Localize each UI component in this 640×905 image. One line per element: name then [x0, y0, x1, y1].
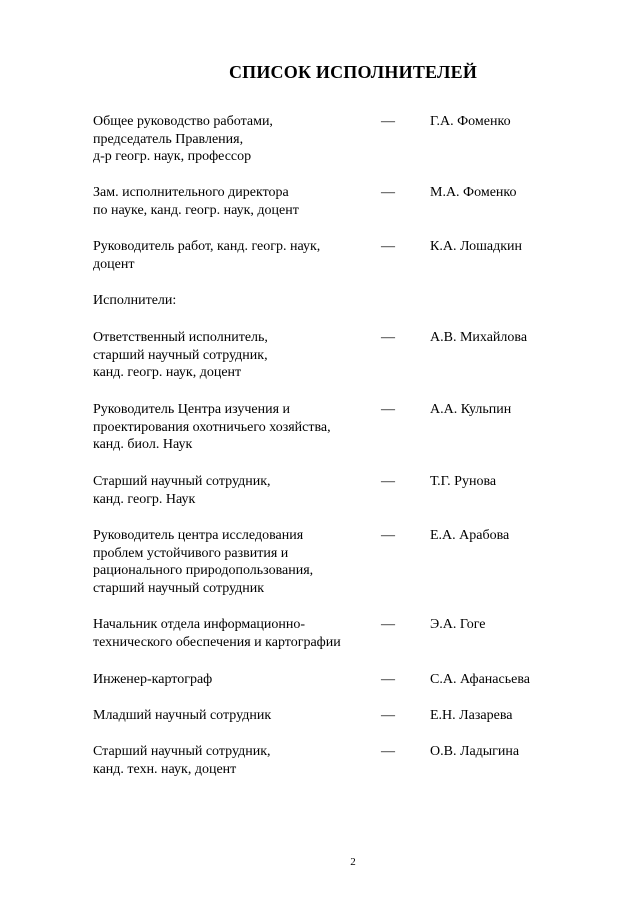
entry-dash: — [381, 474, 395, 489]
entry-role: Ответственный исполнитель, старший научный сотрудник, канд. геогр. наук, доцент [93, 330, 268, 380]
entry-dash: — [381, 185, 395, 200]
page-number: 2 [350, 856, 356, 868]
entry-dash: — [381, 239, 395, 254]
entry-role: Руководитель центра исследования проблем устойчивого развития и рационального природопользования, старший научный сотрудник [93, 528, 314, 596]
entry-role: Руководитель Центра изучения и проектирования охотничьего хозяйства, канд. биол. Наук [93, 402, 331, 452]
entry-role: Зам. исполнительного директора по науке, канд. геогр. наук, доцент [93, 185, 299, 218]
page-title: СПИСОК ИСПОЛНИТЕЛЕЙ [228, 62, 478, 82]
entry-name: К.А. Лошадкин [430, 239, 522, 254]
entry-name: О.В. Ладыгина [430, 744, 520, 759]
entry-name: М.А. Фоменко [430, 185, 517, 200]
entry-dash: — [381, 402, 395, 417]
entry-name: С.А. Афанасьева [430, 672, 530, 687]
entry-dash: — [381, 672, 395, 687]
entry-dash: — [381, 114, 395, 129]
entry-dash: — [381, 744, 395, 759]
entry-role: Младший научный сотрудник [93, 708, 272, 723]
entry-name: Т.Г. Рунова [430, 474, 497, 489]
entry-dash: — [381, 617, 395, 632]
entry-role: Инженер-картограф [93, 672, 213, 687]
entry-name: Г.А. Фоменко [430, 114, 511, 129]
entry-dash: — [381, 528, 395, 543]
entry-role: Старший научный сотрудник, канд. геогр. Наук [93, 474, 271, 507]
entry-role: Руководитель работ, канд. геогр. наук, доцент [93, 239, 321, 272]
entry-name: Е.А. Арабова [430, 528, 510, 543]
entry-role: Общее руководство работами, председатель Правления, д-р геогр. наук, профессор [93, 114, 273, 164]
entry-role: Старший научный сотрудник, канд. техн. наук, доцент [93, 744, 271, 777]
executors-label: Исполнители: [93, 293, 177, 308]
entry-dash: — [381, 708, 395, 723]
entry-role: Начальник отдела информационно- технического обеспечения и картографии [93, 617, 341, 650]
entry-dash: — [381, 330, 395, 345]
entry-name: А.А. Кульпин [430, 402, 512, 417]
entry-name: Е.Н. Лазарева [430, 708, 513, 723]
entry-name: Э.А. Гоге [430, 617, 486, 632]
entry-name: А.В. Михайлова [430, 330, 528, 345]
